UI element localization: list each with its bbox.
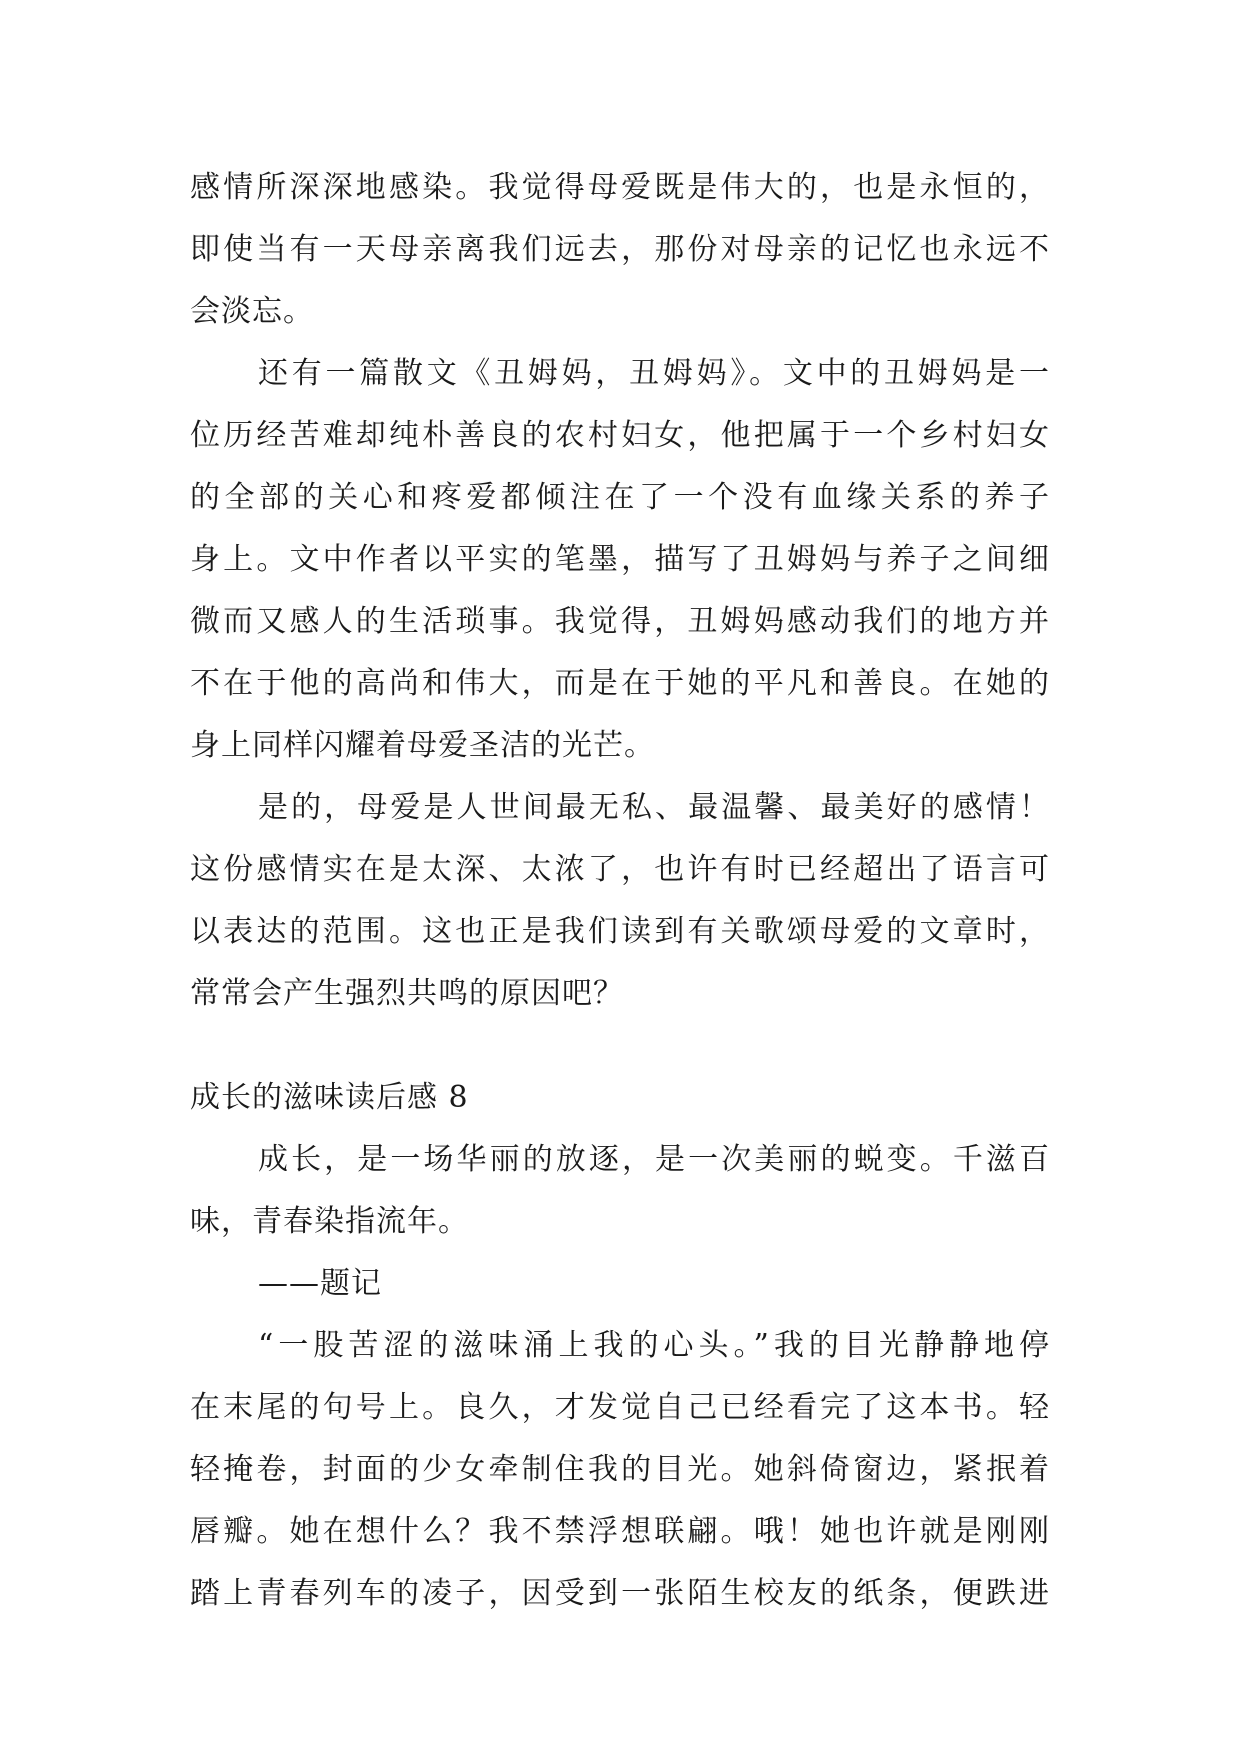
body-text-line: 身上。文中作者以平实的笔墨，描写了丑姆妈与养子之间细: [190, 542, 1050, 577]
body-text-line: 即使当有一天母亲离我们远去，那份对母亲的记忆也永远不: [190, 232, 1050, 267]
body-text-line: 常常会产生强烈共鸣的原因吧？: [190, 976, 624, 1011]
body-text-line: 是的，母爱是人世间最无私、最温馨、最美好的感情！: [258, 790, 1050, 825]
body-text-line: 位历经苦难却纯朴善良的农村妇女，他把属于一个乡村妇女: [190, 418, 1050, 453]
body-text-line: 还有一篇散文《丑姆妈，丑姆妈》。文中的丑姆妈是一: [258, 356, 1050, 391]
body-text-line: 成长，是一场华丽的放逐，是一次美丽的蜕变。千滋百: [258, 1142, 1050, 1177]
body-text-line: 会淡忘。: [190, 294, 314, 329]
body-text-line: 以表达的范围。这也正是我们读到有关歌颂母爱的文章时，: [190, 914, 1050, 949]
body-text-line: “一股苦涩的滋味涌上我的心头。”我的目光静静地停: [258, 1328, 1050, 1363]
body-text-line: 这份感情实在是太深、太浓了，也许有时已经超出了语言可: [190, 852, 1050, 887]
section-heading: 成长的滋味读后感 8: [190, 1080, 469, 1115]
body-text-line: 感情所深深地感染。我觉得母爱既是伟大的，也是永恒的，: [190, 170, 1050, 205]
body-text-line: 轻掩卷，封面的少女牵制住我的目光。她斜倚窗边，紧抿着: [190, 1452, 1050, 1487]
body-text-line: 微而又感人的生活琐事。我觉得，丑姆妈感动我们的地方并: [190, 604, 1050, 639]
body-text-line: 味，青春染指流年。: [190, 1204, 469, 1239]
body-text-line: 踏上青春列车的凌子，因受到一张陌生校友的纸条，便跌进: [190, 1576, 1050, 1611]
body-text-line: 身上同样闪耀着母爱圣洁的光芒。: [190, 728, 655, 763]
body-text-line: 唇瓣。她在想什么？我不禁浮想联翩。哦！她也许就是刚刚: [190, 1514, 1050, 1549]
body-text-line: 的全部的关心和疼爱都倾注在了一个没有血缘关系的养子: [190, 480, 1050, 515]
epigraph-attribution: ——题记: [258, 1266, 382, 1301]
body-text-line: 不在于他的高尚和伟大，而是在于她的平凡和善良。在她的: [190, 666, 1050, 701]
body-text-line: 在末尾的句号上。良久，才发觉自己已经看完了这本书。轻: [190, 1390, 1050, 1425]
